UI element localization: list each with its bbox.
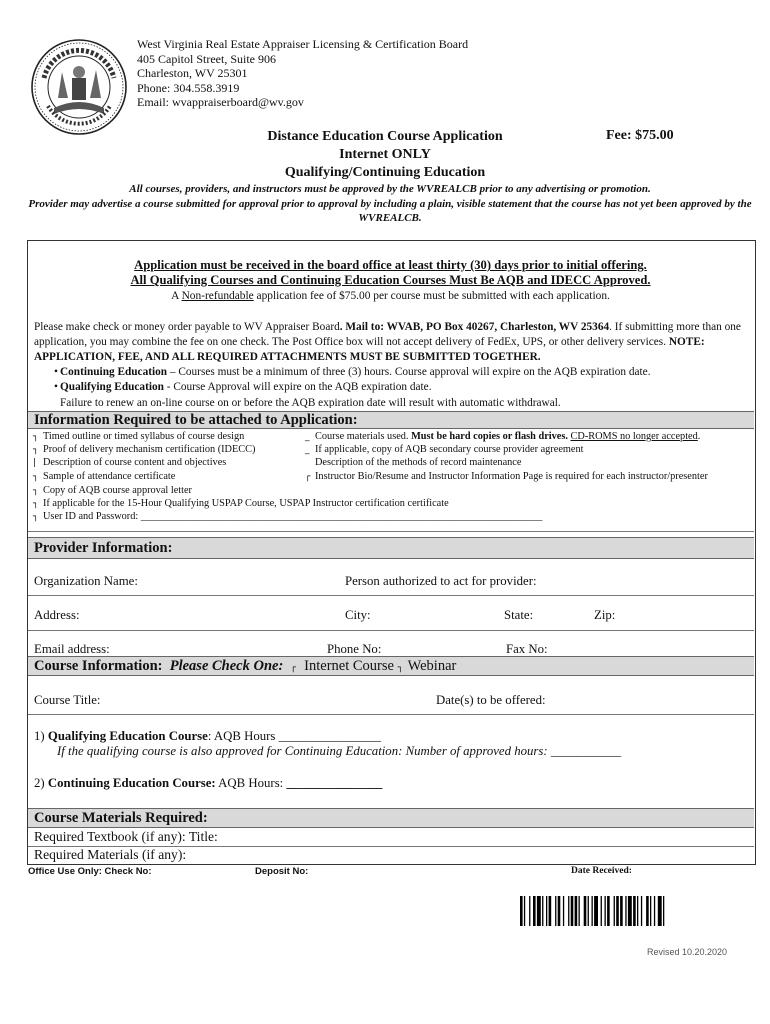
checkbox-icon[interactable]: _ bbox=[305, 432, 310, 442]
fee-amount: Fee: $75.00 bbox=[606, 128, 674, 143]
req-materials-a: Course materials used. bbox=[315, 431, 412, 442]
checkbox-icon[interactable]: ┐ bbox=[33, 432, 39, 442]
req-item-record-maintenance: Description of the methods of record maintenance bbox=[315, 457, 522, 468]
req-materials-d: . bbox=[697, 431, 701, 442]
checkbox-icon[interactable]: | bbox=[33, 458, 37, 468]
c-bold: Continuing Education Course: bbox=[47, 776, 216, 790]
provider-heading: Provider Information: bbox=[28, 537, 754, 559]
internet-course-label: Internet Course bbox=[304, 658, 394, 674]
fax-field[interactable]: Fax No: bbox=[506, 642, 548, 656]
barcode-image bbox=[520, 896, 706, 926]
required-info-heading: Information Required to be attached to Application: bbox=[28, 411, 754, 429]
divider bbox=[28, 630, 754, 631]
notice-line1: All courses, providers, and instructors must be approved by the WVREALCB prior to any advertising or promotion. bbox=[129, 183, 651, 195]
continuing-course-field[interactable] bbox=[34, 776, 382, 791]
req-item-idecc[interactable] bbox=[33, 444, 255, 455]
req-item-label: User ID and Password: ______________________________________________________________________________ bbox=[43, 511, 543, 522]
req-item-label: Proof of delivery mechanism certification (IDECC) bbox=[43, 444, 256, 455]
dates-offered-field[interactable]: Date(s) to be offered: bbox=[436, 693, 546, 707]
req-item-label: Description of course content and objectives bbox=[43, 457, 227, 468]
bullet-qualifying-bold: Qualifying Education bbox=[60, 381, 164, 393]
divider bbox=[28, 531, 754, 532]
city-field[interactable]: City: bbox=[345, 608, 371, 622]
req-item-label: Copy of AQB course approval letter bbox=[43, 485, 192, 496]
c-blank: _______________ bbox=[286, 776, 383, 790]
req-item-materials[interactable] bbox=[305, 431, 700, 442]
checkbox-icon[interactable]: ┐ bbox=[33, 445, 39, 455]
payment-b: . If submitting more than one application, you may combine the fee on one check. The Post Office box will not accept delivery of FedEx, UPS, or other delivery services. bbox=[34, 321, 741, 348]
course-info-title: Course Information: bbox=[34, 658, 163, 674]
checkbox-icon[interactable]: ┐ bbox=[33, 499, 39, 509]
board-address-line2: Charleston, WV 25301 bbox=[137, 66, 248, 81]
address-field[interactable]: Address: bbox=[34, 608, 80, 622]
board-address-line1: 405 Capitol Street, Suite 906 bbox=[137, 51, 276, 66]
board-email: Email: wvappraiserboard@wv.gov bbox=[137, 95, 304, 110]
req-item-userid[interactable] bbox=[33, 511, 542, 522]
req-item-secondary-agreement[interactable] bbox=[305, 444, 583, 455]
board-phone: Phone: 304.558.3919 bbox=[137, 80, 240, 95]
title-line3: Qualifying/Continuing Education bbox=[284, 165, 486, 180]
webinar-checkbox[interactable]: ┐ bbox=[397, 663, 404, 673]
course-type-options bbox=[291, 658, 457, 674]
checkbox-icon[interactable]: ┐ bbox=[33, 486, 39, 496]
payment-a: Please make check or money order payable to WV Appraiser Board bbox=[34, 321, 340, 333]
c-num: 2) bbox=[34, 776, 48, 790]
req-item-instructor-bio[interactable] bbox=[305, 471, 708, 482]
notice-line2: Provider may advertise a course submitted for approval prior to approval by including a plain, visible statement that the course has not yet been approved by the WVREALCB. bbox=[28, 197, 752, 224]
board-name: West Virginia Real Estate Appraiser Licensing & Certification Board bbox=[137, 37, 469, 51]
req-item-label: Timed outline or timed syllabus of course design bbox=[43, 431, 245, 442]
checkbox-icon[interactable]: ┐ bbox=[33, 472, 39, 482]
approval-notice bbox=[20, 182, 760, 226]
c-rest: AQB Hours: bbox=[215, 776, 287, 790]
req-item-label: Sample of attendance certificate bbox=[43, 471, 176, 482]
webinar-label: Webinar bbox=[407, 658, 457, 674]
req-item-label: Instructor Bio/Resume and Instructor Information Page is required for each instructor/presenter bbox=[315, 471, 708, 482]
payment-instructions bbox=[34, 320, 752, 365]
payment-mail: . Mail to: WVAB, PO Box 40267, Charleston, WV 25364 bbox=[339, 321, 610, 333]
req-item-description[interactable] bbox=[33, 457, 226, 468]
checkbox-icon[interactable]: ┐ bbox=[33, 512, 39, 522]
course-info-heading bbox=[28, 656, 754, 676]
req-item-outline[interactable] bbox=[33, 431, 244, 442]
state-field[interactable]: State: bbox=[504, 608, 534, 622]
qualifying-course-field[interactable] bbox=[34, 729, 381, 744]
fee-notice-rest: application fee of $75.00 per course must be submitted with each application. bbox=[253, 290, 610, 302]
zip-field[interactable]: Zip: bbox=[594, 608, 616, 622]
divider bbox=[28, 595, 754, 596]
bullet-qualifying-rest: - Course Approval will expire on the AQB expiration date. bbox=[163, 381, 432, 393]
date-received: Date Received: bbox=[571, 866, 632, 876]
fee-notice-nonrefundable: Non-refundable bbox=[181, 290, 254, 302]
title-line1: Distance Education Course Application bbox=[267, 129, 503, 144]
aqb-idecc-notice: All Qualifying Courses and Continuing Education Courses Must Be AQB and IDECC Approved. bbox=[130, 273, 651, 287]
org-name-field[interactable]: Organization Name: bbox=[34, 574, 138, 588]
payment-note: NOTE: APPLICATION, FEE, AND ALL REQUIRED ATTACHMENTS MUST BE SUBMITTED TOGETHER. bbox=[34, 336, 705, 363]
phone-field[interactable]: Phone No: bbox=[327, 642, 382, 656]
req-item-uspap[interactable] bbox=[33, 498, 449, 509]
materials-heading: Course Materials Required: bbox=[28, 808, 754, 828]
deposit-no: Deposit No: bbox=[255, 866, 309, 877]
deadline-notice: Application must be received in the board office at least thirty (30) days prior to initial offering. bbox=[134, 258, 647, 272]
materials-field[interactable]: Required Materials (if any): bbox=[34, 847, 187, 862]
board-contact-block bbox=[137, 37, 468, 110]
q-rest: : AQB Hours ________________ bbox=[207, 729, 381, 743]
title-line2: Internet ONLY bbox=[339, 147, 431, 162]
bullet-continuing bbox=[60, 366, 651, 378]
authorized-person-field[interactable]: Person authorized to act for provider: bbox=[345, 574, 537, 588]
req-item-label: If applicable, copy of AQB secondary course provider agreement bbox=[315, 444, 584, 455]
divider bbox=[28, 714, 754, 715]
bullet-continuing-bold: Continuing Education bbox=[60, 366, 168, 378]
fee-notice-a: A bbox=[171, 290, 182, 302]
course-title-field[interactable]: Course Title: bbox=[34, 693, 101, 707]
fee-notice bbox=[27, 290, 754, 302]
q-bold: Qualifying Education Course bbox=[47, 729, 208, 743]
bullet-withdrawal: • Failure to renew an on-line course on or before the AQB expiration date will result with automatic withdrawal. bbox=[60, 397, 561, 408]
req-item-attendance[interactable] bbox=[33, 471, 175, 482]
q-num: 1) bbox=[34, 729, 48, 743]
revised-date: Revised 10.20.2020 bbox=[647, 947, 728, 957]
state-seal-logo bbox=[30, 38, 128, 136]
qualifying-ce-hours-field[interactable]: If the qualifying course is also approved for Continuing Education: Number of approved hours: ___________ bbox=[57, 744, 622, 758]
bullet-qualifying bbox=[60, 381, 432, 393]
req-materials-c: CD-ROMS no longer accepted bbox=[570, 431, 698, 442]
textbook-field[interactable]: Required Textbook (if any): Title: bbox=[34, 829, 218, 844]
email-field[interactable]: Email address: bbox=[34, 642, 110, 656]
req-item-aqb-letter[interactable] bbox=[33, 485, 192, 496]
checkbox-icon[interactable]: _ bbox=[305, 445, 310, 455]
checkbox-icon[interactable]: ┌ bbox=[305, 472, 311, 482]
office-use-check-no: Office Use Only: Check No: bbox=[28, 866, 152, 877]
req-item-label: If applicable for the 15-Hour Qualifying USPAP Course, USPAP Instructor certification certificate bbox=[43, 498, 449, 509]
bullet-continuing-rest: – Courses must be a minimum of three (3) hours. Course approval will expire on the AQB expiration date. bbox=[167, 366, 651, 378]
course-check-one: Please Check One: bbox=[169, 658, 284, 674]
req-materials-b: Must be hard copies or flash drives. bbox=[411, 431, 568, 442]
internet-course-checkbox[interactable]: ┌ bbox=[290, 663, 296, 673]
